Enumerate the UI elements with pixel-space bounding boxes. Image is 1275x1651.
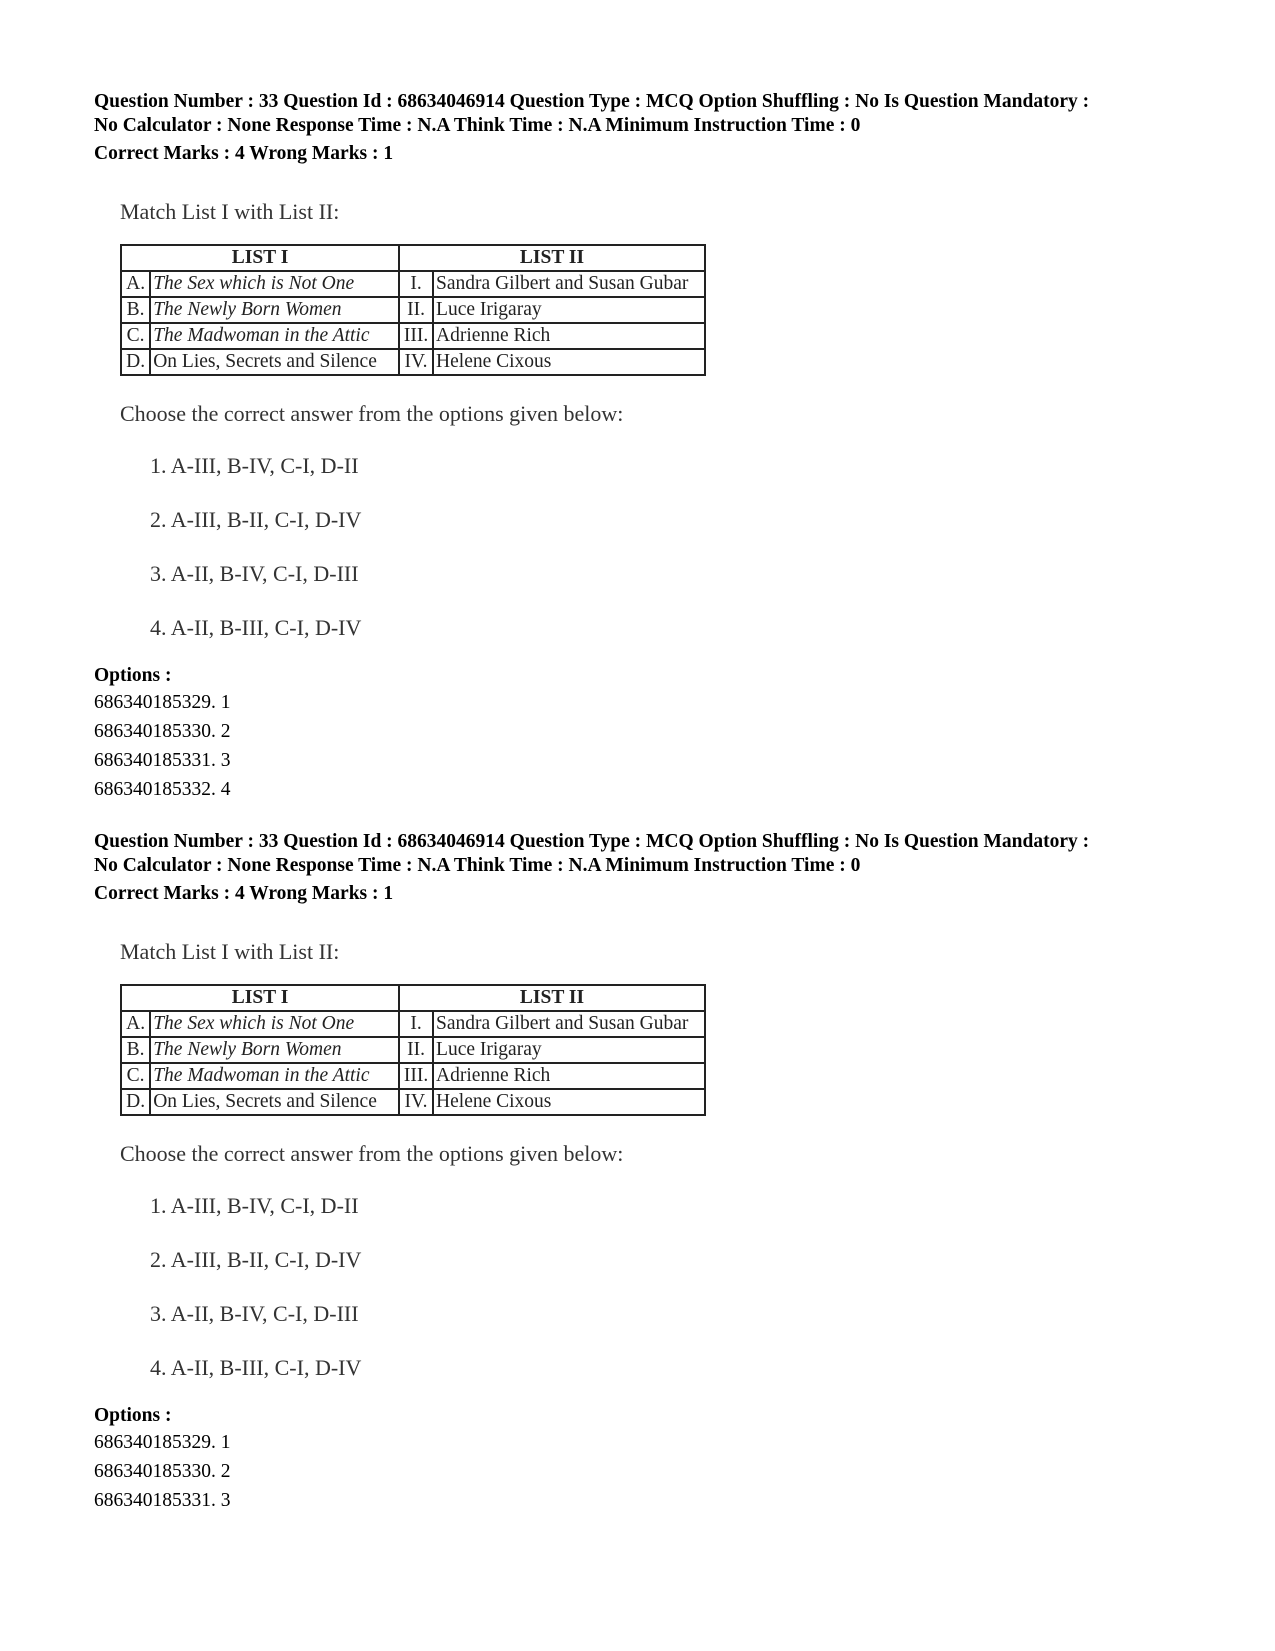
row-letter: D. <box>121 1089 150 1115</box>
row-letter: C. <box>121 1063 150 1089</box>
answer-choice: 1. A-III, B-IV, C-I, D-II <box>150 453 359 478</box>
answer-choice: 3. A-II, B-IV, C-I, D-III <box>150 561 359 586</box>
row-roman: III. <box>399 323 433 349</box>
row-letter: A. <box>121 271 150 297</box>
list2-item: Helene Cixous <box>433 349 705 375</box>
question-marks: Correct Marks : 4 Wrong Marks : 1 <box>94 143 394 164</box>
table-header-row <box>121 985 705 1011</box>
answer-list <box>150 1192 760 1382</box>
option-id-row: 686340185329. 1 <box>94 1432 231 1453</box>
question-meta-line: Question Number : 33 Question Id : 68634046914 Question Type : MCQ Option Shuffling : No Is Question Mandatory : <box>94 831 1090 852</box>
list1-item: The Madwoman in the Attic <box>150 323 399 349</box>
table-row <box>121 1011 705 1037</box>
question-meta-line: No Calculator : None Response Time : N.A Think Time : N.A Minimum Instruction Time : 0 <box>94 115 861 136</box>
option-id-row: 686340185329. 1 <box>94 692 231 713</box>
list2-header: LIST II <box>399 245 705 271</box>
answer-choice: 4. A-II, B-III, C-I, D-IV <box>150 615 362 640</box>
match-table <box>120 244 706 376</box>
options-label: Options : <box>94 1405 172 1426</box>
list1-header: LIST I <box>121 985 399 1011</box>
list1-header: LIST I <box>121 245 399 271</box>
row-roman: IV. <box>399 1089 433 1115</box>
list2-header: LIST II <box>399 985 705 1011</box>
table-row <box>121 1037 705 1063</box>
option-id-row: 686340185330. 2 <box>94 721 231 742</box>
list1-item: The Sex which is Not One <box>150 271 399 297</box>
question-stem: Match List I with List II: <box>120 939 340 964</box>
list1-item: The Sex which is Not One <box>150 1011 399 1037</box>
row-letter: B. <box>121 1037 150 1063</box>
table-header-row <box>121 245 705 271</box>
list1-item: On Lies, Secrets and Silence <box>150 1089 399 1115</box>
option-id-row: 686340185330. 2 <box>94 1461 231 1482</box>
answer-choice: 2. A-III, B-II, C-I, D-IV <box>150 1247 362 1272</box>
answer-choice: 1. A-III, B-IV, C-I, D-II <box>150 1193 359 1218</box>
list2-item: Adrienne Rich <box>433 323 705 349</box>
row-roman: I. <box>399 271 433 297</box>
list1-item: The Madwoman in the Attic <box>150 1063 399 1089</box>
options-label: Options : <box>94 665 172 686</box>
row-roman: III. <box>399 1063 433 1089</box>
answer-list <box>150 452 760 642</box>
question-meta-line: Question Number : 33 Question Id : 68634046914 Question Type : MCQ Option Shuffling : No Is Question Mandatory : <box>94 91 1090 112</box>
row-roman: IV. <box>399 349 433 375</box>
option-id-row: 686340185331. 3 <box>94 750 231 771</box>
answer-choice: 2. A-III, B-II, C-I, D-IV <box>150 507 362 532</box>
list2-item: Luce Irigaray <box>433 1037 705 1063</box>
list1-item: The Newly Born Women <box>150 1037 399 1063</box>
question-marks: Correct Marks : 4 Wrong Marks : 1 <box>94 883 394 904</box>
row-roman: II. <box>399 1037 433 1063</box>
list2-item: Luce Irigaray <box>433 297 705 323</box>
match-table <box>120 984 706 1116</box>
table-row <box>121 323 705 349</box>
row-letter: A. <box>121 1011 150 1037</box>
row-roman: I. <box>399 1011 433 1037</box>
list1-item: On Lies, Secrets and Silence <box>150 349 399 375</box>
question-block <box>94 90 1214 804</box>
table-row <box>121 297 705 323</box>
list2-item: Helene Cixous <box>433 1089 705 1115</box>
choose-instruction: Choose the correct answer from the options given below: <box>120 1141 624 1166</box>
row-letter: D. <box>121 349 150 375</box>
table-row <box>121 1089 705 1115</box>
option-id-row: 686340185331. 3 <box>94 1490 231 1511</box>
row-letter: B. <box>121 297 150 323</box>
row-letter: C. <box>121 323 150 349</box>
question-content <box>120 198 760 642</box>
answer-choice: 4. A-II, B-III, C-I, D-IV <box>150 1355 362 1380</box>
question-content <box>120 938 760 1382</box>
table-row <box>121 271 705 297</box>
list2-item: Adrienne Rich <box>433 1063 705 1089</box>
option-id-row: 686340185332. 4 <box>94 779 231 800</box>
choose-instruction: Choose the correct answer from the options given below: <box>120 401 624 426</box>
question-meta-line: No Calculator : None Response Time : N.A Think Time : N.A Minimum Instruction Time : 0 <box>94 855 861 876</box>
table-row <box>121 349 705 375</box>
list2-item: Sandra Gilbert and Susan Gubar <box>433 271 705 297</box>
question-block <box>94 830 1214 1515</box>
table-row <box>121 1063 705 1089</box>
answer-choice: 3. A-II, B-IV, C-I, D-III <box>150 1301 359 1326</box>
list2-item: Sandra Gilbert and Susan Gubar <box>433 1011 705 1037</box>
list1-item: The Newly Born Women <box>150 297 399 323</box>
question-stem: Match List I with List II: <box>120 199 340 224</box>
row-roman: II. <box>399 297 433 323</box>
